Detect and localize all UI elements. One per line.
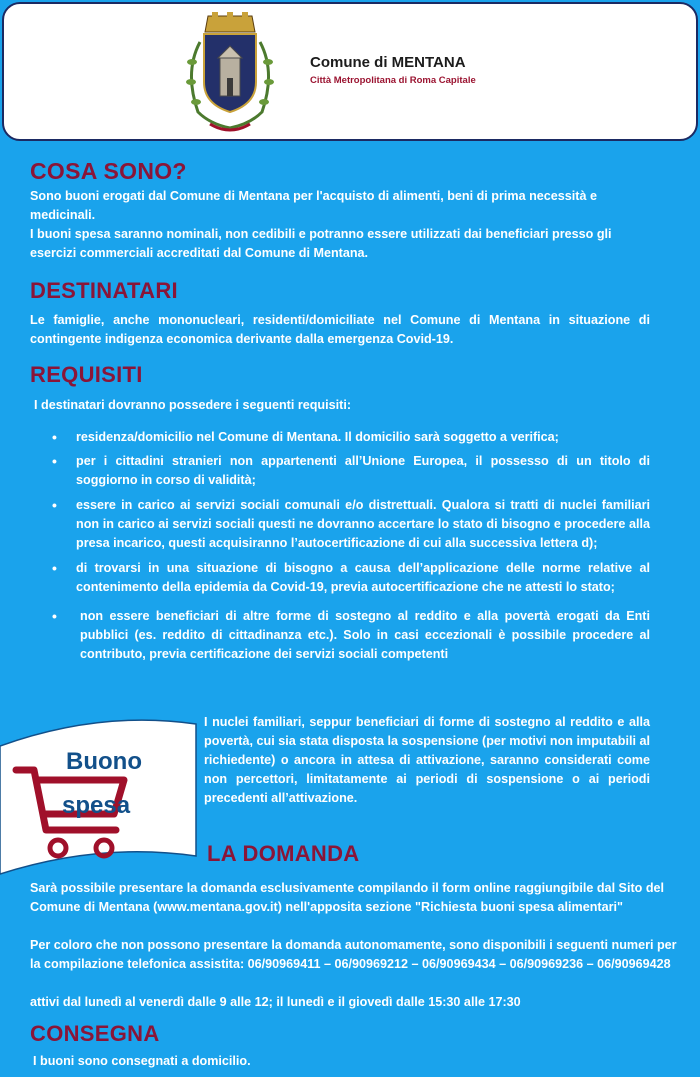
section-title-domanda: LA DOMANDA: [207, 841, 360, 866]
municipal-crest-icon: [180, 12, 280, 138]
requisito-item: • di trovarsi in una situazione di bisogno a causa dell’applicazione delle norme relative al contenimento della epidemia da Covid-19, previa autocertificazione che ne attesti lo stato;: [50, 559, 650, 597]
badge-label-buono: Buono: [66, 748, 142, 775]
cosa-sono-text-2: I buoni spesa saranno nominali, non cedibili e potranno essere utilizzati dai beneficiari presso gli esercizi commerciali accreditati dal Comune di Mentana.: [30, 227, 612, 260]
requisiti-list: [50, 428, 650, 664]
badge-label-spesa: spesa: [62, 792, 131, 819]
requisito-item: • per i cittadini stranieri non appartenenti all’Unione Europea, il possesso di un titolo di soggiorno in corso di validità;: [50, 452, 650, 490]
destinatari-text: Le famiglie, anche mononucleari, residenti/domiciliate nel Comune di Mentana in situazione di contingente indigenza economica derivante dalla emergenza Covid-19.: [30, 313, 650, 346]
domanda-text-3: attivi dal lunedì al venerdì dalle 9 alle 12; il lunedì e il giovedì dalle 15:30 alle 17:30: [30, 995, 521, 1009]
requisito-item: • residenza/domicilio nel Comune di Mentana. Il domicilio sarà soggetto a verifica;: [50, 428, 650, 447]
requisito-item: • non essere beneficiari di altre forme di sostegno al reddito e alla povertà erogati da Enti pubblici (es. reddito di cittadinanza etc.). Solo in casi eccezionali è possibile procedere al contributo, previa certificazione dei servizi sociali competenti: [50, 607, 650, 664]
buono-spesa-badge: [0, 718, 200, 876]
municipality-subtitle: Città Metropolitana di Roma Capitale: [310, 75, 476, 86]
cosa-sono-text-1: Sono buoni erogati dal Comune di Mentana per l'acquisto di alimenti, beni di prima necessità e medicinali.: [30, 189, 598, 222]
section-title-requisiti: REQUISITI: [30, 362, 143, 387]
section-title-cosa-sono: COSA SONO?: [30, 158, 187, 184]
requisito-item: • essere in carico ai servizi sociali comunali e/o distrettuali. Qualora si tratti di nuclei familiari non in carico ai servizi sociali questi ne dovranno accertare lo stato di bisogno e procedere alla presa incarico, questi acquisiranno l’autocertificazione di cui alla successiva lettera d);: [50, 496, 650, 553]
section-title-destinatari: DESTINATARI: [30, 278, 178, 303]
requisiti-note: I nuclei familiari, seppur beneficiari di forme di sostegno al reddito e alla povertà, cui sia stata disposta la sospensione (per motivi non imputabili al richiedente) o ancora in attesa di attivazione, saranno considerati come non percettori, limitatamente ai periodi di sospensione o ai periodi precedenti all’attivazione.: [204, 715, 650, 805]
header-banner: [2, 2, 698, 141]
requisiti-intro: I destinatari dovranno possedere i seguenti requisiti:: [34, 398, 352, 412]
municipality-title: Comune di MENTANA: [310, 54, 466, 71]
domanda-text-2: Per coloro che non possono presentare la domanda autonomamente, sono disponibili i seguenti numeri per la compilazione telefonica assistita: 06/90969411 – 06/90969212 – 06/90969434 – 06/90969236 – 06/90969428: [30, 938, 677, 971]
domanda-text-1: Sarà possibile presentare la domanda esclusivamente compilando il form online raggiungibile dal Sito del Comune di Mentana (www.mentana.gov.it) nell'apposita sezione "Richiesta buoni spesa alimentari": [30, 881, 665, 914]
section-title-consegna: CONSEGNA: [30, 1021, 160, 1046]
consegna-text: I buoni sono consegnati a domicilio.: [33, 1054, 251, 1068]
